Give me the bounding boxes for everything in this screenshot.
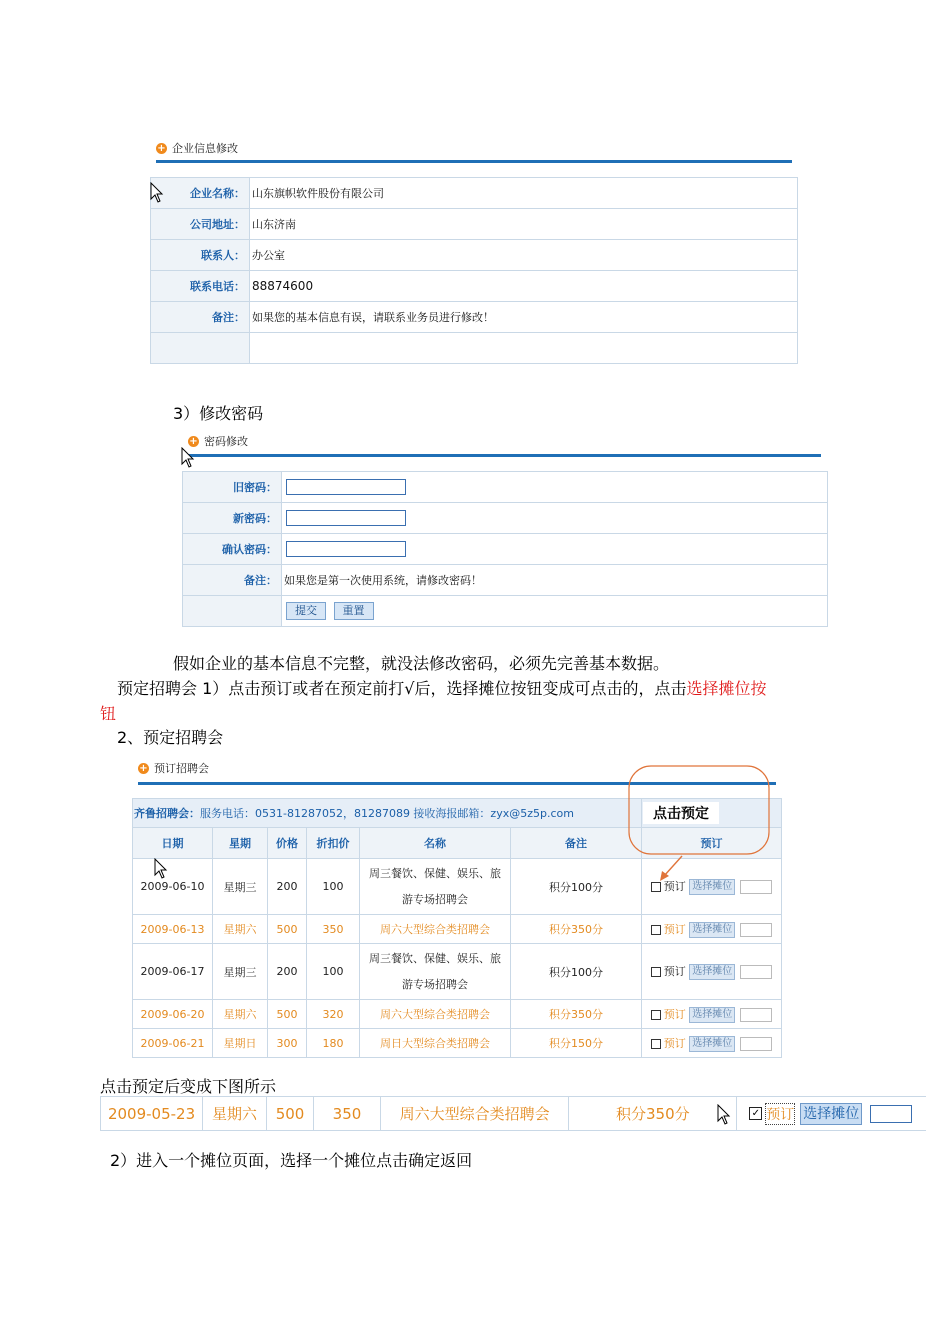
select-booth-button[interactable]: 选择摊位 — [689, 922, 735, 938]
row-weekday: 星期六 — [213, 1000, 268, 1029]
table-row — [133, 1000, 782, 1029]
heading-book-fair: 2、预定招聘会 — [117, 728, 224, 747]
booking-step1-highlight: 选择摊位按 — [686, 679, 767, 698]
booking-step1-text: 预定招聘会 1）点击预订或者在预定前打√后，选择摊位按钮变成可点击的，点击 — [117, 679, 687, 698]
row-name — [360, 944, 511, 1000]
password-form-header — [188, 433, 248, 449]
table-row — [151, 333, 798, 364]
company-address-value: 山东济南 — [250, 209, 798, 240]
row-discount: 320 — [307, 1000, 360, 1029]
row-note: 积分150分 — [511, 1029, 642, 1058]
table-row — [151, 240, 798, 271]
table-row — [183, 534, 828, 565]
row-date: 2009-06-10 — [133, 859, 213, 915]
book-link[interactable]: 预订 — [663, 1007, 686, 1021]
row-discount: 100 — [307, 859, 360, 915]
old-password-input[interactable] — [286, 479, 406, 495]
step3-heading: 3）修改密码 — [173, 404, 264, 423]
select-booth-button[interactable]: 选择摊位 — [689, 964, 735, 980]
header-date: 日期 — [133, 828, 213, 859]
callout-annotation — [620, 760, 780, 890]
company-address-label: 公司地址： — [151, 209, 250, 240]
book-link[interactable]: 预订 — [663, 965, 686, 978]
company-info-table — [150, 177, 798, 364]
password-table — [182, 471, 828, 627]
result-note: 积分350分 — [569, 1097, 737, 1130]
row-date: 2009-06-17 — [133, 944, 213, 1000]
booth-field[interactable] — [740, 1008, 772, 1022]
row-book-cell — [642, 915, 782, 944]
select-booth-button[interactable]: 选择摊位 — [689, 1036, 735, 1052]
old-password-label: 旧密码： — [183, 472, 282, 503]
new-password-input[interactable] — [286, 510, 406, 526]
book-checkbox-checked[interactable]: ✓ — [749, 1107, 762, 1120]
table-row — [183, 596, 828, 627]
company-form-title: 企业信息修改 — [172, 142, 238, 155]
header-book: 预订 — [642, 828, 782, 859]
row-price: 500 — [268, 1000, 307, 1029]
callout-oval — [629, 766, 769, 854]
company-form-rule — [156, 160, 792, 163]
row-note: 积分350分 — [511, 1000, 642, 1029]
header-weekday: 星期 — [213, 828, 268, 859]
password-form-title: 密码修改 — [204, 435, 248, 448]
booth-field[interactable] — [740, 923, 772, 937]
callout-text: 点击预定 — [643, 802, 719, 824]
row-name: 周六大型综合类招聘会 — [360, 1000, 511, 1029]
cursor-arrow-icon — [150, 182, 164, 204]
row-price: 200 — [268, 944, 307, 1000]
result-name: 周六大型综合类招聘会 — [381, 1097, 570, 1130]
fair-form-title: 预订招聘会 — [154, 762, 209, 775]
result-date: 2009-05-23 — [100, 1097, 203, 1130]
header-name: 名称 — [360, 828, 511, 859]
result-discount: 350 — [314, 1097, 381, 1130]
row-note: 积分100分 — [511, 944, 642, 1000]
book-checkbox[interactable] — [651, 925, 661, 935]
row-discount: 100 — [307, 944, 360, 1000]
select-booth-button[interactable]: 选择摊位 — [689, 1007, 735, 1023]
cursor-arrow-icon — [717, 1104, 731, 1126]
table-row — [183, 472, 828, 503]
fair-form-header — [138, 760, 209, 776]
table-row — [133, 944, 782, 1000]
contact-value: 办公室 — [250, 240, 798, 271]
book-checkbox[interactable] — [651, 967, 661, 977]
row-book-cell — [642, 944, 782, 1000]
table-row — [151, 302, 798, 333]
row-name-line1: 周三餐饮、保健、娱乐、旅 — [369, 866, 501, 880]
book-link[interactable]: 预订 — [765, 1103, 795, 1125]
submit-button[interactable]: 提交 — [286, 602, 326, 620]
header-price: 价格 — [268, 828, 307, 859]
row-name-line2: 游专场招聘会 — [402, 977, 468, 991]
new-password-cell — [282, 503, 828, 534]
select-booth-button[interactable]: 选择摊位 — [800, 1103, 862, 1125]
confirm-password-cell — [282, 534, 828, 565]
select-booth-button[interactable]: 选择摊位 — [689, 879, 735, 895]
result-weekday: 星期六 — [203, 1097, 267, 1130]
company-name-label: 企业名称： — [151, 178, 250, 209]
row-note: 积分100分 — [511, 859, 642, 915]
row-date: 2009-06-20 — [133, 1000, 213, 1029]
row-name-line2: 游专场招聘会 — [402, 892, 468, 906]
empty-label-cell — [151, 333, 250, 364]
booth-field[interactable] — [870, 1105, 912, 1123]
row-note: 积分350分 — [511, 915, 642, 944]
book-checkbox[interactable] — [651, 1039, 661, 1049]
table-row — [183, 565, 828, 596]
book-link[interactable]: 预订 — [663, 1036, 686, 1050]
password-form-rule — [188, 454, 821, 457]
row-weekday: 星期三 — [213, 944, 268, 1000]
row-book-cell — [642, 1000, 782, 1029]
booth-field[interactable] — [740, 1037, 772, 1051]
row-weekday: 星期六 — [213, 915, 268, 944]
row-discount: 180 — [307, 1029, 360, 1058]
book-checkbox[interactable] — [651, 1010, 661, 1020]
table-row — [133, 1029, 782, 1058]
after-click-label: 点击预定后变成下图所示 — [100, 1077, 277, 1096]
paragraph-incomplete-info: 假如企业的基本信息不完整，就没法修改密码，必须先完善基本数据。 — [173, 654, 670, 673]
confirm-password-input[interactable] — [286, 541, 406, 557]
row-name: 周六大型综合类招聘会 — [360, 915, 511, 944]
phone-value: 88874600 — [250, 271, 798, 302]
company-name-value: 山东旗帜软件股份有限公司 — [250, 178, 798, 209]
row-weekday: 星期三 — [213, 859, 268, 915]
result-book-cell — [737, 1097, 926, 1130]
fair-info-cell — [133, 799, 642, 828]
cursor-arrow-icon — [181, 447, 195, 469]
header-note: 备注 — [511, 828, 642, 859]
phone-label: 联系电话： — [151, 271, 250, 302]
table-row — [151, 178, 798, 209]
confirm-password-label: 确认密码： — [183, 534, 282, 565]
row-book-cell — [642, 1029, 782, 1058]
booking-step1-highlight-wrap: 钮 — [100, 704, 117, 723]
old-password-cell — [282, 472, 828, 503]
reset-button[interactable]: 重置 — [334, 602, 374, 620]
plus-icon: + — [189, 435, 198, 447]
new-password-label: 新密码： — [183, 503, 282, 534]
row-name-line1: 周三餐饮、保健、娱乐、旅 — [369, 951, 501, 965]
book-link[interactable]: 预订 — [663, 880, 686, 893]
empty-value-cell — [250, 333, 798, 364]
header-discount: 折扣价 — [307, 828, 360, 859]
plus-icon: + — [139, 762, 148, 774]
step2-text: 2）进入一个摊位页面，选择一个摊位点击确定返回 — [110, 1151, 473, 1170]
row-date: 2009-06-21 — [133, 1029, 213, 1058]
password-note-label: 备注： — [183, 565, 282, 596]
table-row — [183, 503, 828, 534]
row-price: 300 — [268, 1029, 307, 1058]
row-weekday: 星期日 — [213, 1029, 268, 1058]
book-link[interactable]: 预订 — [663, 922, 686, 936]
result-price: 500 — [267, 1097, 314, 1130]
result-row — [100, 1096, 926, 1131]
booth-field[interactable] — [740, 965, 772, 979]
table-row — [151, 271, 798, 302]
fair-info-name: 齐鲁招聘会： — [134, 807, 200, 820]
note-label: 备注： — [151, 302, 250, 333]
row-date: 2009-06-13 — [133, 915, 213, 944]
row-discount: 350 — [307, 915, 360, 944]
contact-label: 联系人： — [151, 240, 250, 271]
row-price: 200 — [268, 859, 307, 915]
callout-arrow — [664, 856, 682, 876]
company-form-header — [156, 140, 238, 156]
fair-info-contact: 服务电话：0531-81287052，81287089 接收海报邮箱：zyx@5z5p.com — [200, 807, 574, 820]
table-row — [151, 209, 798, 240]
buttons-cell — [282, 596, 828, 627]
plus-icon: + — [157, 142, 166, 154]
row-name — [360, 859, 511, 915]
empty-label-cell — [183, 596, 282, 627]
row-name: 周日大型综合类招聘会 — [360, 1029, 511, 1058]
password-note-value: 如果您是第一次使用系统，请修改密码！ — [282, 565, 828, 596]
cursor-arrow-icon — [154, 858, 168, 880]
paragraph-booking-step1 — [117, 676, 766, 699]
table-row — [133, 915, 782, 944]
row-price: 500 — [268, 915, 307, 944]
note-value: 如果您的基本信息有误，请联系业务员进行修改！ — [250, 302, 798, 333]
